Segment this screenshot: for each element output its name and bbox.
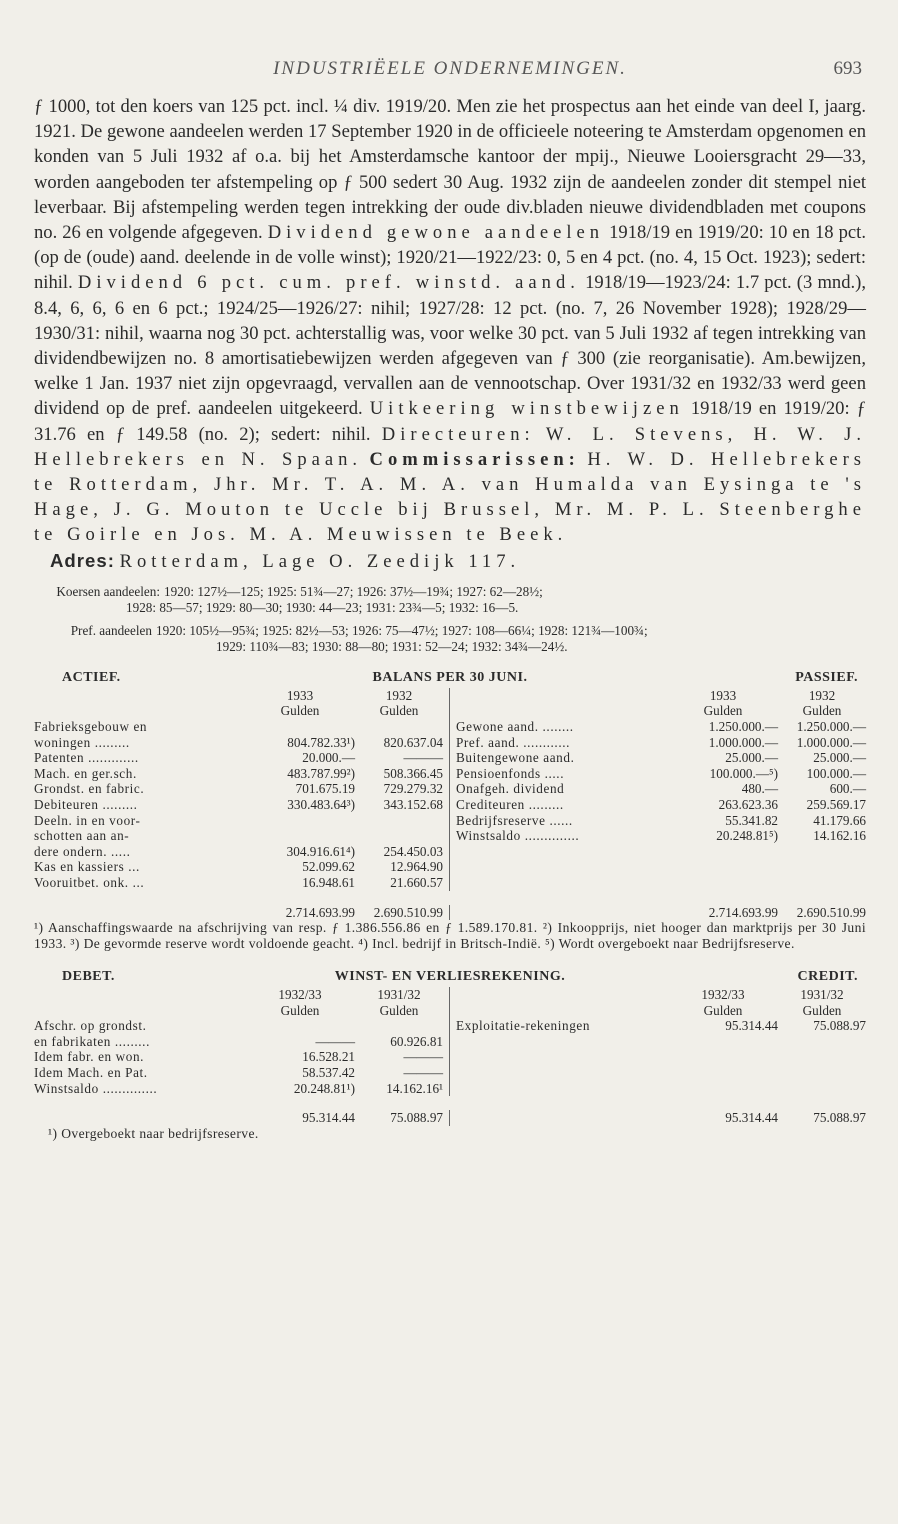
total-value: 2.714.693.99 (285, 904, 355, 920)
row-value: 25.000.— (725, 750, 778, 766)
row-value: 16.948.61 (302, 874, 355, 890)
koersen-pref (34, 623, 866, 656)
table-row (456, 719, 866, 735)
row-value: ——— (315, 1033, 355, 1049)
koersen-line: 1920: 127½—125; 1925: 51¾—27; 1926: 37½—19¾; 1927: 62—28½; (164, 583, 543, 599)
row-label: Idem fabr. en won. (34, 1049, 145, 1065)
credit-title: CREDIT. (797, 968, 858, 984)
winst-totals (34, 1110, 866, 1126)
running-title: INDUSTRIËELE ONDERNEMINGEN. (273, 58, 627, 79)
passief-side (450, 688, 866, 891)
col-year: 1933 (286, 687, 314, 703)
adres-value: Rotterdam, Lage O. Zeedijk 117. (119, 550, 521, 572)
row-label: Crediteuren ......... (456, 797, 564, 813)
page-header (34, 58, 866, 94)
row-label: Bedrijfsreserve ...... (456, 812, 573, 828)
table-row (34, 1081, 443, 1097)
footnote: ¹) Overgeboekt naar bedrijfsreserve. (48, 1125, 259, 1141)
total-value: 95.314.44 (302, 1110, 355, 1126)
table-row (34, 828, 443, 844)
row-label: Gewone aand. ........ (456, 719, 574, 735)
table-row (456, 735, 866, 751)
prospectus-text: ƒ 1000, tot den koers van 125 pct. incl. ¼ div. 1919/20. Men zie het prospectus aan het einde van deel I, jaarg. 1921. De gewone aandeelen werden 17 September 1920 in de officieele noteering te Amsterdam opgenomen en konden van 5 Juli 1932 af o.a. bij het Amsterdamsche kantoor der mpij., Nieuwe Looiersgracht 29—33, worden aangeboden ter afstempeling op ƒ 500 sedert 30 Aug. 1932 zijn de aandeelen zonder dit stempel niet leverbaar. Bij afstempeling werden tegen intrekking der oude div.bladen nieuwe dividendbladen met coupons no. 26 en volgende afgegeven. (34, 96, 866, 244)
actief-rows (34, 719, 443, 891)
total-value: 2.690.510.99 (373, 904, 443, 920)
balans-title: BALANS PER 30 JUNI. (372, 669, 528, 685)
row-value: 1.250.000.— (796, 719, 866, 735)
table-row (34, 781, 443, 797)
row-label: Winstsaldo .............. (456, 828, 580, 844)
table-row (456, 1018, 866, 1034)
table-row (456, 828, 866, 844)
debet-side (34, 987, 450, 1096)
table-row (34, 1065, 443, 1081)
row-value: 12.964.90 (390, 859, 443, 875)
passief-title: PASSIEF. (795, 669, 858, 685)
row-label: Winstsaldo .............. (34, 1080, 158, 1096)
row-value: 58.537.42 (302, 1064, 355, 1080)
actief-title: ACTIEF. (62, 669, 121, 685)
table-row (34, 1018, 443, 1034)
total-value: 95.314.44 (725, 1110, 778, 1126)
row-value: 330.483.64³) (287, 797, 355, 813)
row-value: ——— (403, 750, 443, 766)
col-unit: Gulden (379, 703, 419, 719)
row-value: 21.660.57 (390, 874, 443, 890)
row-label: Pref. aand. ............ (456, 734, 571, 750)
col-year: 1932 (385, 687, 413, 703)
row-value: 100.000.—⁵) (709, 765, 778, 781)
row-label: Debiteuren ......... (34, 797, 138, 813)
credit-side (450, 987, 866, 1096)
koersen-line: 1928: 85—57; 1929: 80—30; 1930: 44—23; 1931: 23¾—5; 1932: 16—5. (126, 600, 519, 616)
balans-table (34, 688, 866, 891)
row-value: 14.162.16 (813, 828, 866, 844)
table-row (34, 797, 443, 813)
col-year: 1932 (808, 687, 836, 703)
body-text (34, 94, 866, 574)
commissarissen-names: H. W. D. Hellebrekers te Rotterdam, Jhr. Mr. T. A. M. A. van Humalda van Eysinga te 's Hage, J. G. Mouton te Uccle bij Brussel, Mr. M. P. L. Steenberghe te Goirle en Jos. M. A. Meuwissen te Beek. (34, 448, 867, 546)
pref-line: 1929: 110¾—83; 1930: 88—80; 1931: 52—24; 1932: 34¾—24½. (216, 639, 568, 655)
row-value: 41.179.66 (813, 812, 866, 828)
adres-line (34, 548, 866, 574)
table-row (34, 859, 443, 875)
row-label: Fabrieksgebouw en (34, 719, 148, 735)
row-value: 16.528.21 (302, 1049, 355, 1065)
row-label: Buitengewone aand. (456, 750, 575, 766)
col-unit: Gulden (280, 1002, 320, 1018)
dividend-pref-label: Dividend 6 pct. cum. pref. winstd. aand. (77, 272, 580, 294)
footnote: ¹) Aanschaffingswaarde na afschrijving van resp. ƒ 1.386.556.86 en ƒ 1.589.170.81. ²) Inkoopprijs, niet hooger dan marktprijs per 30 Juni 1933. ³) De gevormde reserve wordt voldoende geacht. ⁴) Incl. bedrijf in Britsch-Indië. ⁵) Wordt overgeboekt naar Bedrijfsreserve. (34, 920, 866, 951)
directeuren-label: Directeuren: (381, 423, 535, 445)
row-value: 343.152.68 (383, 797, 443, 813)
row-value: 25.000.— (813, 750, 866, 766)
koersen-label: Koersen aandeelen: (56, 583, 160, 599)
table-row (34, 1034, 443, 1050)
col-unit: Gulden (703, 703, 743, 719)
pref-label: Pref. aandeelen (70, 622, 152, 638)
balans-totals (34, 905, 866, 921)
winst-header (34, 969, 866, 985)
row-value: 20.000.— (302, 750, 355, 766)
row-value: ——— (403, 1049, 443, 1065)
col-year: 1932/33 (701, 986, 745, 1002)
table-row (34, 844, 443, 860)
row-label: Afschr. op grondst. (34, 1018, 147, 1034)
row-label: en fabrikaten ......... (34, 1033, 150, 1049)
row-value: ——— (403, 1064, 443, 1080)
row-value: 1.250.000.— (708, 719, 778, 735)
page-number: 693 (833, 58, 862, 79)
debet-rows (34, 1018, 443, 1096)
table-row (456, 797, 866, 813)
row-value: 304.916.61⁴) (286, 843, 355, 859)
winst-title: WINST- EN VERLIESREKENING. (334, 968, 566, 984)
total-value: 75.088.97 (390, 1110, 443, 1126)
row-value: 263.623.36 (718, 797, 778, 813)
row-label: Kas en kassiers ... (34, 859, 140, 875)
col-unit: Gulden (802, 703, 842, 719)
row-label: Grondst. en fabric. (34, 781, 145, 797)
row-value: 254.450.03 (383, 843, 443, 859)
row-value: 20.248.81¹) (293, 1080, 355, 1096)
col-year: 1933 (709, 687, 737, 703)
col-unit: Gulden (703, 1002, 743, 1018)
table-row (34, 875, 443, 891)
uitkeering-label: Uitkeering winstbewijzen (369, 398, 684, 420)
table-row (34, 719, 443, 735)
row-value: 804.782.33¹) (287, 734, 355, 750)
col-unit: Gulden (280, 703, 320, 719)
row-value: 20.248.81⁵) (716, 828, 778, 844)
row-value: 600.— (829, 781, 866, 797)
row-label: Deeln. in en voor- (34, 812, 141, 828)
winst-footnotes (34, 1126, 866, 1141)
dividend-gewone-label: Dividend gewone aandeelen (267, 222, 605, 244)
commissarissen-label: Commissarissen: (369, 448, 580, 470)
koersen-aandeelen (34, 584, 866, 617)
row-label: woningen ......... (34, 734, 130, 750)
row-value: 259.569.17 (806, 797, 866, 813)
row-value: 52.099.62 (302, 859, 355, 875)
row-label: Patenten ............. (34, 750, 139, 766)
table-row (456, 781, 866, 797)
row-value: 1.000.000.— (708, 734, 778, 750)
col-unit: Gulden (379, 1002, 419, 1018)
row-value: 14.162.16¹ (386, 1080, 443, 1096)
pref-line: 1920: 105½—95¾; 1925: 82½—53; 1926: 75—47½; 1927: 108—66¼; 1928: 121¾—100¾; (156, 622, 648, 638)
total-value: 2.714.693.99 (708, 904, 778, 920)
adres-label: Adres: (50, 549, 115, 571)
row-value: 1.000.000.— (796, 734, 866, 750)
col-year: 1931/32 (377, 986, 421, 1002)
table-row (34, 735, 443, 751)
koersen-block (34, 584, 866, 656)
row-label: dere ondern. ..... (34, 843, 131, 859)
row-value: 483.787.99²) (287, 765, 355, 781)
row-label: Exploitatie-rekeningen (456, 1018, 591, 1034)
balans-footnotes (34, 920, 866, 951)
row-value: 729.279.32 (383, 781, 443, 797)
table-row (34, 750, 443, 766)
row-value: 95.314.44 (725, 1018, 778, 1034)
total-value: 75.088.97 (813, 1110, 866, 1126)
row-label: Mach. en ger.sch. (34, 765, 137, 781)
body-paragraph (34, 94, 866, 548)
winst-table (34, 987, 866, 1096)
table-row (456, 750, 866, 766)
col-year: 1931/32 (800, 986, 844, 1002)
col-year: 1932/33 (278, 986, 322, 1002)
balans-header (34, 670, 866, 686)
table-row (34, 1049, 443, 1065)
dividend-pref-text: 1918/19—1923/24: 1.7 pct. (3 mnd.), 8.4, 6, 6, 6 en 6 pct.; 1924/25—1926/27: nihil; 1927/28: 12 pct. (no. 7, 26 November 1928); 1928/29—1930/31: nihil, waarna nog 30 pct. achterstallig was, voor welke 30 pct. van 5 Juli 1932 af tegen intrekking van dividendbewijzen no. 8 amortisatiebewijzen werden afgegeven van ƒ 300 (zie reorganisatie). Am.bewijzen, welke 1 Jan. 1937 niet zijn opgevraagd, vervallen aan de vennootschap. Over 1931/32 en 1932/33 werd geen dividend op de pref. aandeelen uitgekeerd. (34, 272, 866, 420)
row-value: 60.926.81 (390, 1033, 443, 1049)
col-unit: Gulden (802, 1002, 842, 1018)
uitkeering-text: 1918/19 en 1919/20: ƒ 31.76 en ƒ 149.58 (no. 2); sedert: nihil. (34, 398, 866, 445)
credit-rows (456, 1018, 866, 1034)
row-value: 701.675.19 (295, 781, 355, 797)
debet-title: DEBET. (62, 968, 115, 984)
row-value: 480.— (741, 781, 778, 797)
row-label: schotten aan an- (34, 828, 130, 844)
table-row (34, 813, 443, 829)
directeuren-names: W. L. Stevens, H. W. J. Hellebrekers en N. Spaan. (34, 423, 866, 470)
row-value: 820.637.04 (383, 734, 443, 750)
passief-rows (456, 719, 866, 844)
row-label: Vooruitbet. onk. ... (34, 874, 145, 890)
dividend-gewone-text: 1918/19 en 1919/20: 10 en 18 pct. (op de (oude) aand. deelende in de volle winst); 1920/21—1922/23: 0, 5 en 4 pct. (no. 4, 15 Oct. 1923); sedert: nihil. (34, 222, 866, 294)
row-label: Pensioenfonds ..... (456, 765, 565, 781)
row-value: 75.088.97 (813, 1018, 866, 1034)
actief-side (34, 688, 450, 891)
row-label: Onafgeh. dividend (456, 781, 565, 797)
table-row (456, 813, 866, 829)
total-value: 2.690.510.99 (796, 904, 866, 920)
row-value: 508.366.45 (383, 765, 443, 781)
table-row (34, 766, 443, 782)
table-row (456, 766, 866, 782)
row-value: 55.341.82 (725, 812, 778, 828)
row-value: 100.000.— (806, 765, 866, 781)
row-label: Idem Mach. en Pat. (34, 1064, 148, 1080)
